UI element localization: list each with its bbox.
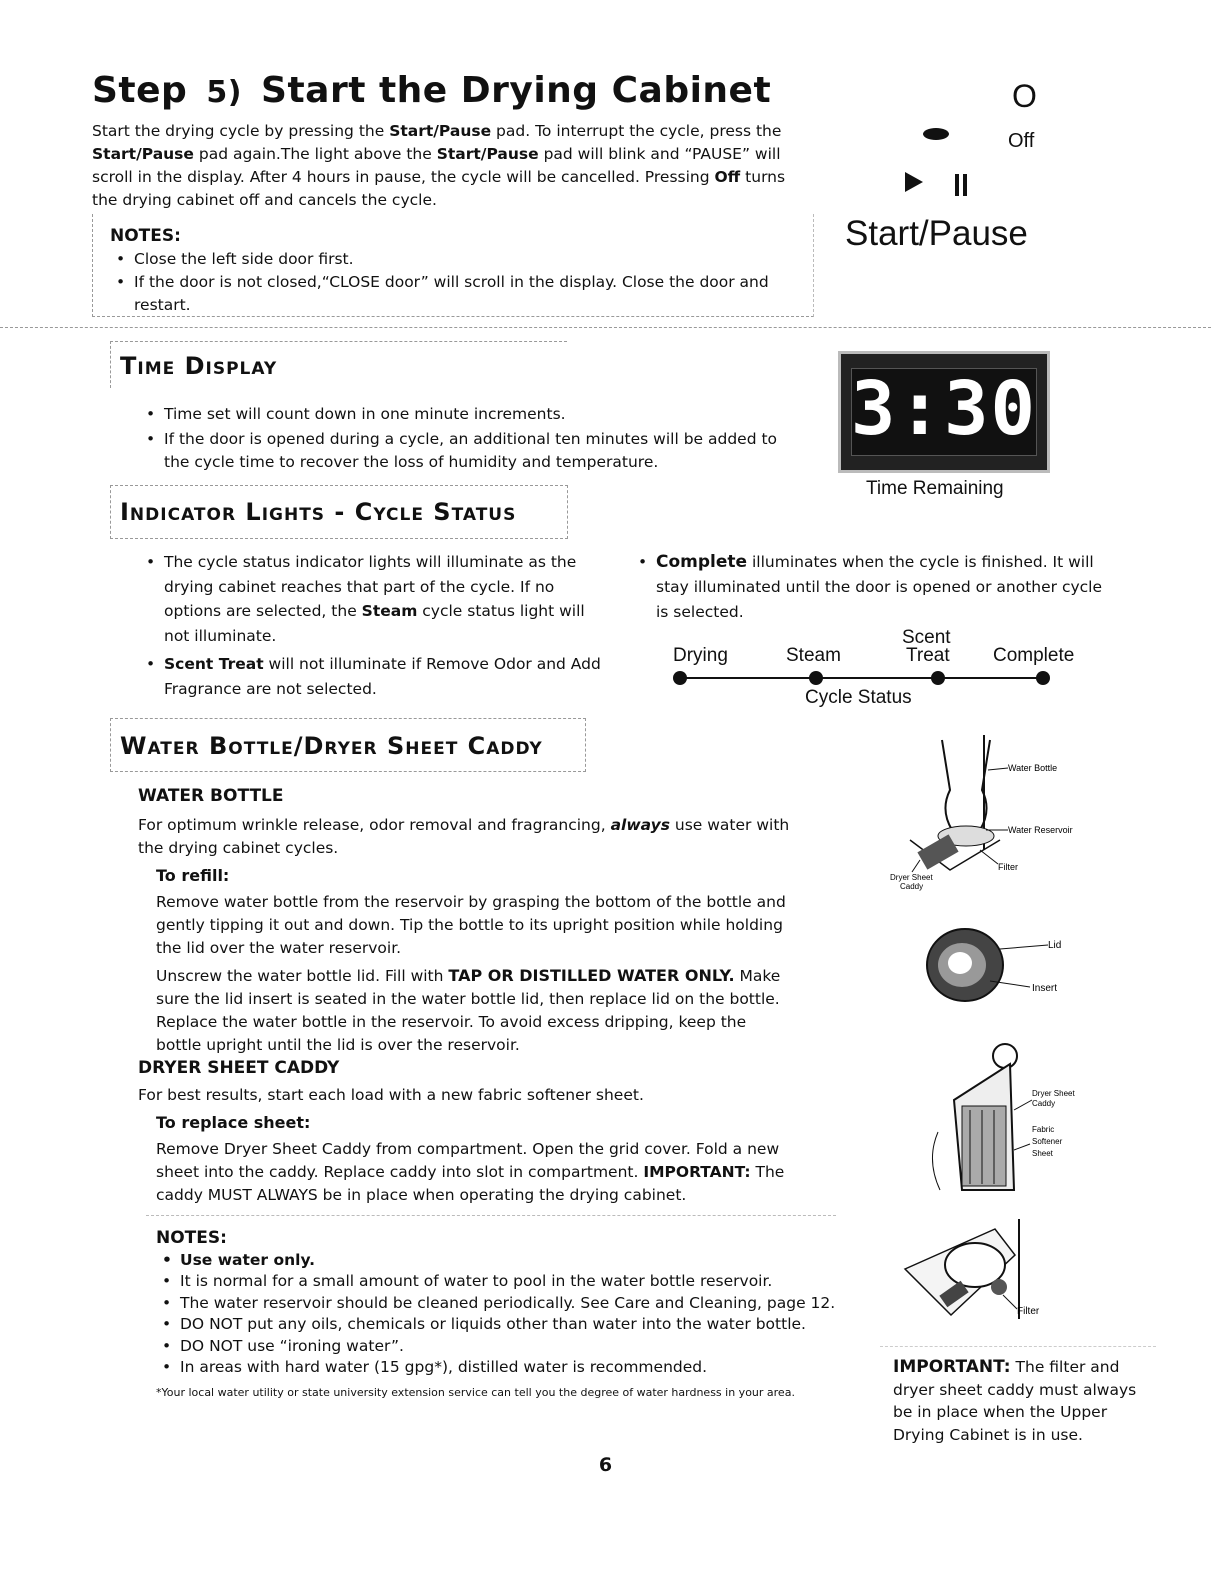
lid-label: Lid	[1048, 940, 1062, 951]
note-item: • Close the left side door first.	[110, 248, 800, 271]
divider	[0, 327, 1211, 328]
stage-label: Complete	[993, 645, 1075, 666]
indicator-heading: Indicator Lights - Cycle Status	[120, 498, 517, 526]
stage-label: Steam	[786, 645, 841, 666]
list-item: • Time set will count down in one minute increments.	[140, 403, 780, 426]
note-item: • It is normal for a small amount of water to pool in the water bottle reservoir.	[156, 1271, 856, 1293]
water-heading: Water Bottle/Dryer Sheet Caddy	[120, 732, 543, 760]
insert-label: Insert	[1032, 983, 1058, 994]
bottle-heading: WATER BOTTLE	[138, 786, 284, 806]
note-item: • The water reservoir should be cleaned periodically. See Care and Cleaning, page 12.	[156, 1293, 856, 1315]
step-title: Start the Drying Cabinet	[261, 70, 772, 111]
list-item: • Scent Treat will not illuminate if Remove Odor and Add Fragrance are not selected.	[140, 652, 610, 701]
status-line	[680, 677, 1042, 679]
note-item: • If the door is not closed,“CLOSE door” will scroll in the display. Close the door and restart.	[110, 271, 794, 317]
svg-text:Fabric: Fabric	[1032, 1125, 1055, 1134]
indicator-right-list	[632, 550, 1102, 625]
water-bottle-figure	[880, 730, 1100, 900]
lcd-time: 3:30	[850, 366, 1038, 452]
caddy-figure	[920, 1040, 1080, 1210]
svg-text:Caddy: Caddy	[1032, 1099, 1056, 1108]
start-pause-label: Start/Pause	[845, 214, 1028, 253]
note-item: • DO NOT use “ironing water”.	[156, 1336, 856, 1358]
dryer-sheet-label: Dryer Sheet	[890, 873, 933, 882]
caddy-label: Caddy	[900, 882, 924, 891]
filter-figure	[895, 1215, 1055, 1325]
time-remaining-caption: Time Remaining	[866, 478, 1004, 499]
step-word: Step	[92, 70, 188, 111]
footnote: *Your local water utility or state university extension service can tell you the degree of water hardness in your area.	[156, 1385, 795, 1399]
notes-divider	[146, 1215, 836, 1216]
refill-paragraph: Remove water bottle from the reservoir by grasping the bottom of the bottle and gently tipping it out and down. Tip the bottle to its upright position while holding the lid over the water reservoir.	[156, 893, 786, 957]
bottle-intro: For optimum wrinkle release, odor removal and fragrancing, always use water with the drying cabinet cycles.	[138, 816, 790, 857]
svg-text:Softener: Softener	[1032, 1137, 1063, 1146]
refill-paragraph-2: Unscrew the water bottle lid. Fill with TAP OR DISTILLED WATER ONLY. Make sure the lid insert is seated in the water bottle lid, then replace lid on the bottle. Replace the water bottle in the reservoir. To avoid excess dripping, keep the bottle upright until the lid is over the reservoir.	[156, 966, 781, 1054]
page-number: 6	[598, 1454, 613, 1476]
filter-label: Filter	[998, 862, 1018, 872]
svg-text:Sheet: Sheet	[1032, 1149, 1053, 1158]
water-reservoir-label: Water Reservoir	[1008, 825, 1073, 835]
replace-paragraph: Remove Dryer Sheet Caddy from compartment. Open the grid cover. Fold a new sheet into the caddy. Replace caddy into slot in compartment. IMPORTANT: The caddy MUST ALWAYS be in place when operating the drying cabinet.	[156, 1140, 785, 1204]
lid-figure	[920, 915, 1080, 1025]
list-item: • Complete illuminates when the cycle is finished. It will stay illuminated until the door is opened or another cycle is selected.	[632, 550, 1102, 625]
important-note: IMPORTANT: The filter and dryer sheet caddy must always be in place when the Upper Drying Cabinet is in use.	[893, 1357, 1137, 1444]
svg-text:Dryer Sheet: Dryer Sheet	[1032, 1089, 1075, 1098]
cycle-status-diagram	[660, 625, 1100, 715]
note-item: • In areas with hard water (15 gpg*), distilled water is recommended.	[156, 1357, 856, 1379]
cycle-status-caption: Cycle Status	[805, 687, 912, 708]
water-content	[138, 785, 798, 1207]
stage-label: Scent	[902, 627, 951, 648]
indicator-left-list	[140, 550, 610, 701]
filter2-label: Filter	[1017, 1306, 1040, 1317]
indicator-light-icon	[923, 128, 949, 140]
play-pause-icon	[905, 168, 975, 207]
time-display-heading: Time Display	[120, 352, 278, 380]
note-item: • Use water only.	[156, 1250, 856, 1272]
status-dot	[673, 671, 687, 685]
replace-heading: To replace sheet:	[156, 1113, 311, 1132]
step-number: 5)	[206, 75, 242, 110]
list-item: • If the door is opened during a cycle, an additional ten minutes will be added to the cycle time to recover the loss of humidity and temperature.	[140, 428, 780, 474]
water-bottle-label: Water Bottle	[1008, 763, 1058, 773]
caddy-heading: DRYER SHEET CADDY	[138, 1058, 340, 1078]
off-label: Off	[1008, 130, 1035, 152]
notes-title: NOTES:	[110, 226, 181, 246]
step-paragraph: Start the drying cycle by pressing the Start/Pause pad. To interrupt the cycle, press the Start/Pause pad again.The light above the Start/Pause pad will blink and “PAUSE” will scroll in the display. After 4 hours in pause, the cycle will be cancelled. Pressing Off turns the drying cabinet off and cancels the cycle.	[92, 122, 786, 209]
note-item: • DO NOT put any oils, chemicals or liquids other than water into the water bottle.	[156, 1314, 856, 1336]
notes-1	[110, 225, 800, 317]
refill-heading: To refill:	[156, 866, 230, 885]
notes-2	[156, 1228, 856, 1400]
time-display-list	[140, 403, 780, 474]
status-dot	[931, 671, 945, 685]
lcd-display	[838, 351, 1050, 473]
important-divider	[880, 1346, 1156, 1347]
stage-label: Treat	[906, 645, 950, 666]
page-title	[92, 70, 771, 111]
list-item: • The cycle status indicator lights will illuminate as the drying cabinet reaches that part of the cycle. If no options are selected, the Steam cycle status light will not illuminate.	[140, 550, 610, 648]
caddy-intro: For best results, start each load with a new fabric softener sheet.	[138, 1086, 644, 1104]
off-symbol: O	[1012, 78, 1037, 114]
status-dot	[809, 671, 823, 685]
status-dot	[1036, 671, 1050, 685]
stage-label: Drying	[673, 645, 728, 666]
notes-title: NOTES:	[156, 1228, 227, 1248]
